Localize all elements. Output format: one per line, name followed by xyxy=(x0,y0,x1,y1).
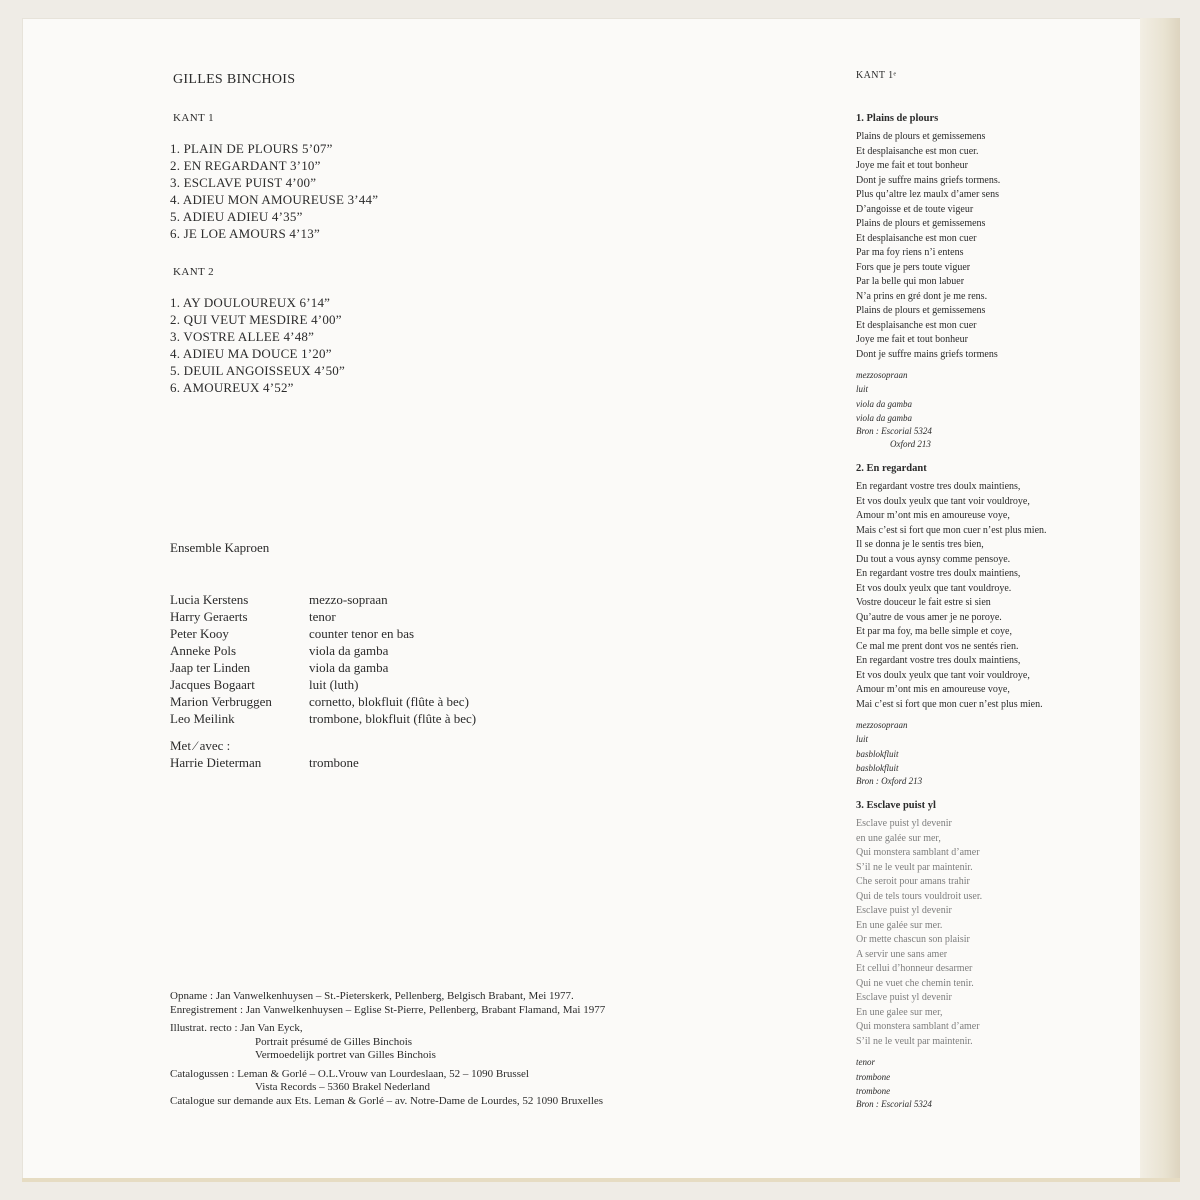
sleeve-fold-edge xyxy=(1140,18,1180,1182)
lyric-line: Amour m’ont mis en amoureuse voye, xyxy=(856,684,1010,696)
member-role: viola da gamba xyxy=(309,643,389,658)
source-note xyxy=(856,775,1116,788)
members-list xyxy=(170,591,476,771)
source-line: Oxford 213 xyxy=(890,439,931,450)
lyric-line: Qui de tels tours vouldroit user. xyxy=(856,890,983,902)
lyric-line: Et vos doulx yeulx que tant voir vouldroye, xyxy=(856,495,1030,507)
instrument-list xyxy=(856,1055,1116,1098)
track-item: 6. AMOUREUX 4’52” xyxy=(170,380,294,395)
lyric-line: Joye me fait et tout bonheur xyxy=(856,160,968,171)
source-line: Bron : Escorial 5324 xyxy=(856,1099,932,1110)
track-item: 4. ADIEU MON AMOUREUSE 3’44” xyxy=(170,192,379,207)
lyric-line: Et cellui d’honneur desarmer xyxy=(856,963,973,975)
lyric-line: S’il ne le veult par maintenir. xyxy=(856,861,973,873)
credit-catalogussen: Catalogussen : Leman & Gorlé – O.L.Vrouw van Lourdeslaan, 52 – 1090 Brussel xyxy=(170,1067,529,1080)
lyric-line: Plains de plours et gemissemens xyxy=(856,131,986,142)
met-avec-label: Met ⁄ avec : xyxy=(170,738,231,753)
lyric-line: Plus qu’altre lez maulx d’amer sens xyxy=(856,189,1000,200)
track-item: 5. ADIEU ADIEU 4’35” xyxy=(170,209,303,224)
lyrics-side-label: KANT 1ᵉ xyxy=(856,70,897,81)
lyric-line: Dont je suffre mains griefs tormens xyxy=(856,348,998,360)
song-block xyxy=(856,800,1116,1111)
credit-illustrat-line-2: Portrait présumé de Gilles Binchois xyxy=(255,1035,413,1048)
member-name: Jacques Bogaart xyxy=(170,677,255,692)
credit-opname: Opname : Jan Vanwelkenhuysen – St.-Pieterskerk, Pellenberg, Belgisch Brabant, Mei 1977. xyxy=(170,990,574,1002)
lyric-line: Or mette chascun son plaisir xyxy=(856,934,970,946)
lyric-line: D’angoisse et de toute vigeur xyxy=(856,203,974,215)
lyric-line: Esclave puist yl devenir xyxy=(856,992,952,1004)
track-item: 5. DEUIL ANGOISSEUX 4’50” xyxy=(170,363,345,378)
song-title: 1. Plains de plours xyxy=(856,113,939,124)
lyric-line: Qu’autre de vous amer je ne poroye. xyxy=(856,611,1002,623)
lyric-line: Par ma foy riens n’i entens xyxy=(856,247,964,258)
member-role: luit (luth) xyxy=(309,677,359,692)
instrument-list xyxy=(856,718,1116,775)
member-role: viola da gamba xyxy=(309,660,389,675)
lyric-line: Esclave puist yl devenir xyxy=(856,818,952,830)
lyric-line: Amour m’ont mis en amoureuse voye, xyxy=(856,510,1010,522)
lyric-line: Che seroit pour amans trahir xyxy=(856,876,970,888)
lyric-line: Et desplaisanche est mon cuer xyxy=(856,319,977,331)
lyric-line: Esclave puist yl devenir xyxy=(856,905,952,917)
member-name: Leo Meilink xyxy=(170,711,235,726)
member-role: cornetto, blokfluit (flûte à bec) xyxy=(309,694,469,709)
track-item: 4. ADIEU MA DOUCE 1’20” xyxy=(170,346,332,361)
album-title: GILLES BINCHOIS xyxy=(173,72,296,87)
member-row xyxy=(170,591,476,608)
lyric-line: En une galée sur mer. xyxy=(856,919,943,931)
lyric-line: Et vos doulx yeulx que tant vouldroye. xyxy=(856,582,1012,594)
side-2-tracklist xyxy=(170,294,710,396)
track-item: 3. VOSTRE ALLEE 4’48” xyxy=(170,329,315,344)
lyric-line: Et desplaisanche est mon cuer xyxy=(856,232,977,244)
track-item: 2. EN REGARDANT 3’10” xyxy=(170,158,321,173)
instrument: luit xyxy=(856,384,869,395)
member-name: Marion Verbruggen xyxy=(170,694,272,709)
lyric-line: Qui monstera samblant d’amer xyxy=(856,1021,980,1033)
guest-role: trombone xyxy=(309,755,359,770)
source-note xyxy=(856,425,1116,451)
member-role: counter tenor en bas xyxy=(309,626,415,641)
track-item: 2. QUI VEUT MESDIRE 4’00” xyxy=(170,312,342,327)
song-title: 3. Esclave puist yl xyxy=(856,800,936,812)
instrument: mezzosopraan xyxy=(856,370,908,380)
member-row xyxy=(170,608,476,625)
guest-row xyxy=(170,754,476,771)
source-line: Bron : Oxford 213 xyxy=(856,776,923,787)
lyric-line: Mais c’est si fort que mon cuer n’est plus mien. xyxy=(856,524,1047,536)
lyric-line: En regardant vostre tres doulx maintiens, xyxy=(856,655,1021,667)
lyric-line: Qui ne vuet che chemin tenir. xyxy=(856,977,974,989)
right-column-lyrics xyxy=(856,70,1116,1123)
member-row xyxy=(170,625,476,642)
track-item: 1. AY DOULOUREUX 6’14” xyxy=(170,295,331,310)
credit-enregistrement: Enregistrement : Jan Vanwelkenhuysen – Eglise St-Pierre, Pellenberg, Brabant Flamand, Mai 1977 xyxy=(170,1003,606,1016)
lyric-line: Plains de plours et gemissemens xyxy=(856,218,986,229)
member-role: trombone, blokfluit (flûte à bec) xyxy=(309,711,477,726)
member-row xyxy=(170,659,476,676)
side-2-label: KANT 2 xyxy=(173,266,215,278)
instrument: trombone xyxy=(856,1071,891,1082)
instrument: mezzosopraan xyxy=(856,720,908,731)
track-item: 6. JE LOE AMOURS 4’13” xyxy=(170,226,320,241)
song-block xyxy=(856,113,1116,451)
lyric-line: Fors que je pers toute viguer xyxy=(856,261,971,273)
lyric-line: Du tout a vous aynsy comme pensoye. xyxy=(856,553,1011,565)
member-row xyxy=(170,693,476,710)
credits-block xyxy=(170,990,730,1108)
lyric-line: Et desplaisanche est mon cuer. xyxy=(856,145,979,157)
left-column xyxy=(170,72,710,420)
song-block xyxy=(856,463,1116,788)
credit-vista: Vista Records – 5360 Brakel Nederland xyxy=(255,1081,430,1093)
lyric-line: A servir une sans amer xyxy=(856,948,948,960)
instrument: basblokfluit xyxy=(856,748,899,759)
song-title: 2. En regardant xyxy=(856,463,927,475)
instrument: basblokfluit xyxy=(856,763,899,774)
side-1-label: KANT 1 xyxy=(173,112,215,124)
source-note xyxy=(856,1098,1116,1111)
guest-name: Harrie Dieterman xyxy=(170,755,262,770)
lyric-line: S’il ne le veult par maintenir. xyxy=(856,1035,973,1047)
lyric-line: N’a prins en gré dont je me rens. xyxy=(856,290,988,302)
member-role: tenor xyxy=(309,609,336,624)
lyric-line: Mai c’est si fort que mon cuer n’est plus mien. xyxy=(856,698,1043,710)
source-line: Bron : Escorial 5324 xyxy=(856,426,932,437)
lyric-line: En regardant vostre tres doulx maintiens, xyxy=(856,568,1021,580)
side-1-tracklist xyxy=(170,140,710,242)
lyric-line: Et par ma foy, ma belle simple et coye, xyxy=(856,626,1012,638)
member-name: Lucia Kerstens xyxy=(170,592,249,607)
instrument: viola da gamba xyxy=(856,412,912,423)
member-name: Jaap ter Linden xyxy=(170,660,251,675)
lyric-line: En regardant vostre tres doulx maintiens, xyxy=(856,481,1021,493)
credit-illustrat: Illustrat. recto : Jan Van Eyck, xyxy=(170,1022,303,1034)
lyric-line: Par la belle qui mon labuer xyxy=(856,276,965,287)
lyric-line: Vostre douceur le fait estre si sien xyxy=(856,597,991,609)
member-name: Anneke Pols xyxy=(170,643,237,658)
member-role: mezzo-sopraan xyxy=(309,592,388,607)
instrument: tenor xyxy=(856,1057,875,1068)
instrument-list xyxy=(856,368,1116,425)
instrument: viola da gamba xyxy=(856,398,912,409)
lyric-line: Et vos doulx yeulx que tant voir vouldroye, xyxy=(856,669,1030,681)
member-row xyxy=(170,710,476,727)
lyric-line: Ce mal me prent dont vos ne sentés rien. xyxy=(856,640,1019,652)
sleeve-bottom-edge xyxy=(22,1178,1180,1182)
member-row xyxy=(170,676,476,693)
lyric-line: Plains de plours et gemissemens xyxy=(856,305,986,316)
lyric-line: Il se donna je le sentis tres bien, xyxy=(856,539,984,551)
track-item: 3. ESCLAVE PUIST 4’00” xyxy=(170,175,317,190)
lyric-line: Dont je suffre mains griefs tormens. xyxy=(856,174,1001,186)
instrument: trombone xyxy=(856,1085,891,1096)
lyric-line: En une galee sur mer, xyxy=(856,1006,943,1018)
credit-catalogue: Catalogue sur demande aux Ets. Leman & Gorlé – av. Notre-Dame de Lourdes, 52 1090 Bruxelles xyxy=(170,1094,604,1107)
member-name: Peter Kooy xyxy=(170,626,229,641)
member-row xyxy=(170,642,476,659)
lyric-line: en une galée sur mer, xyxy=(856,832,941,844)
member-name: Harry Geraerts xyxy=(170,609,248,624)
credit-illustrat-line-3: Vermoedelijk portret van Gilles Binchois xyxy=(255,1049,436,1061)
track-item: 1. PLAIN DE PLOURS 5’07” xyxy=(170,141,333,156)
ensemble-name: Ensemble Kaproen xyxy=(170,540,270,555)
lyric-line: Qui monstera samblant d’amer xyxy=(856,847,980,859)
lyric-line: Joye me fait et tout bonheur xyxy=(856,334,968,345)
instrument: luit xyxy=(856,734,869,745)
